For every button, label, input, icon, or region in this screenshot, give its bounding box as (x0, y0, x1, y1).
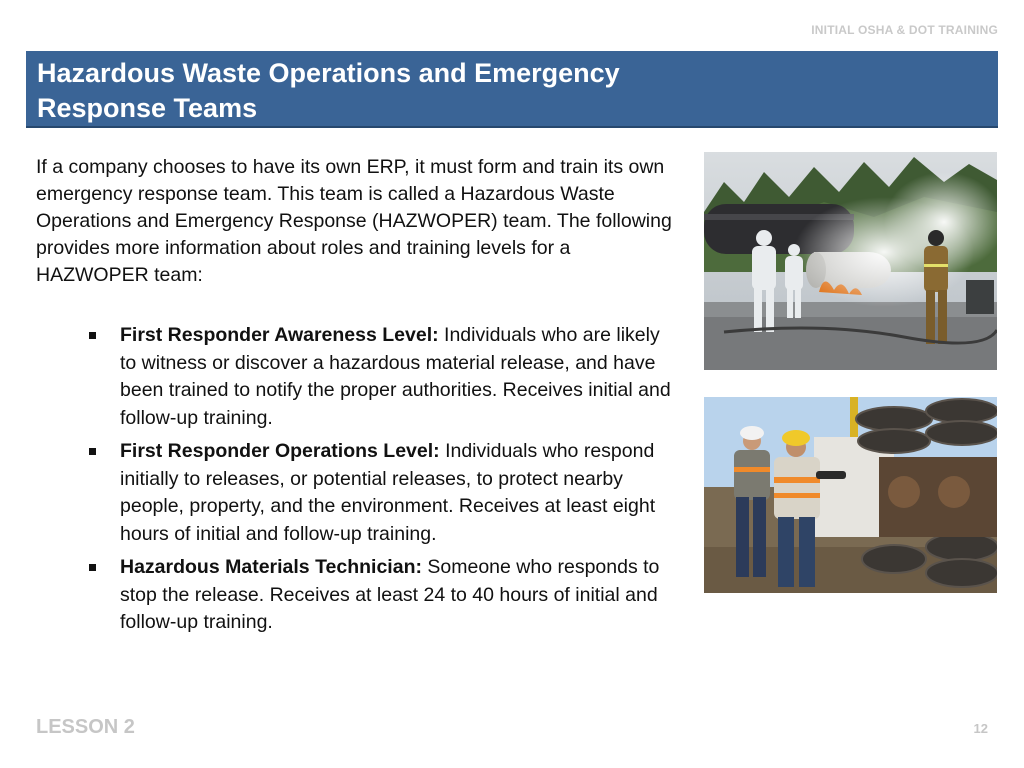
bullet-term: First Responder Awareness Level: (120, 324, 439, 346)
truck-inspection-photo (704, 397, 997, 593)
page-number: 12 (973, 721, 988, 736)
slide-title: Hazardous Waste Operations and Emergency Response Teams (37, 58, 620, 123)
intro-paragraph: If a company chooses to have its own ERP, it must form and train its own emergency response team. This team is called a Hazardous Waste Operations and Emergency Response (HAZWOPER) team. The following provides more information about roles and training levels for a HAZWOPER team: (36, 156, 672, 286)
bullet-term: First Responder Operations Level: (120, 440, 440, 462)
list-item (86, 322, 676, 432)
bullet-marker (89, 332, 96, 339)
list-item (86, 438, 676, 548)
bullet-text: Someone who responds to stop the release. Receives at least 24 to 40 hours of initial and follow-up training. (120, 556, 660, 633)
title-bar (26, 51, 998, 128)
firefighters-photo (704, 152, 997, 370)
bullet-text: Individuals who respond initially to releases, or potential releases, to protect nearby people, property, and the environment. Receives at least eight hours of initial and follow-up training. (120, 440, 656, 545)
bullet-term: Hazardous Materials Technician: (120, 556, 422, 578)
bullet-list (86, 322, 676, 643)
bullet-marker (89, 448, 96, 455)
list-item (86, 554, 676, 637)
course-label: INITIAL OSHA & DOT TRAINING (811, 23, 998, 37)
bullet-text: Individuals who are likely to witness or discover a hazardous material release, and have been trained to notify the proper authorities. Receives initial and follow-up training. (120, 324, 671, 429)
lesson-label: LESSON 2 (36, 716, 135, 738)
bullet-marker (89, 564, 96, 571)
